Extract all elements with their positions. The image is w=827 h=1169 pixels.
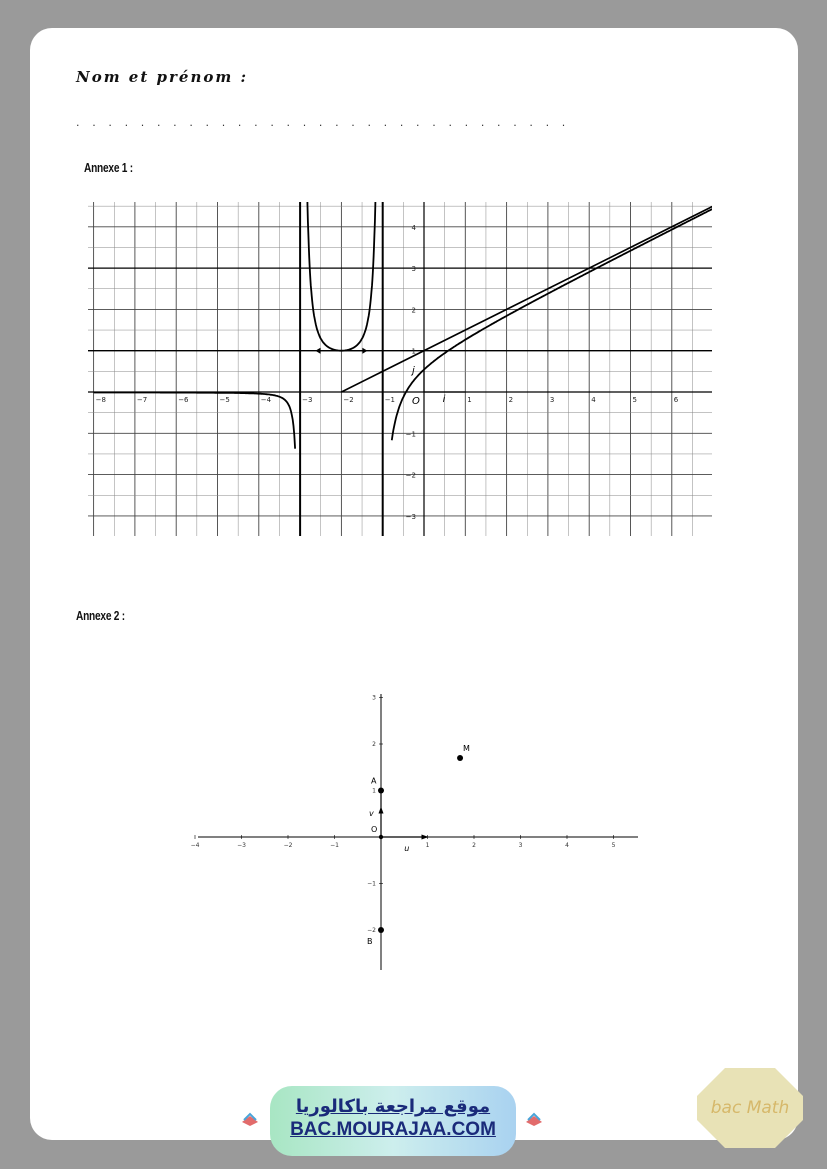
x-tick-label: −7 (136, 396, 148, 404)
vector-j-label: j (412, 365, 415, 377)
y-tick-label: 2 (411, 306, 416, 315)
x-tick-label: −1 (384, 396, 396, 404)
point-label-A: A (371, 776, 377, 786)
vector-i-label: i (442, 394, 446, 405)
site-logo-icon (232, 1102, 268, 1138)
point-M (457, 755, 463, 761)
bacmath-logo (695, 1066, 805, 1150)
annexe1-graph (88, 202, 712, 536)
x-tick-label: −4 (190, 842, 200, 849)
y-tick-label: −1 (405, 430, 416, 439)
site-banner[interactable] (270, 1086, 516, 1156)
x-tick-label: 2 (508, 396, 514, 404)
x-tick-label: 3 (549, 396, 555, 404)
site-name-arabic[interactable]: موقع مراجعة باكالوريا (295, 1096, 491, 1117)
y-tick-label: 1 (372, 787, 376, 795)
point-label-M: M (463, 743, 470, 753)
x-tick-label: −6 (178, 396, 189, 404)
annexe1-grid (88, 202, 712, 536)
oblique-asymptote (341, 206, 712, 392)
annexe1-curves (94, 202, 712, 449)
vector-v-label: v (369, 809, 374, 819)
x-tick-label: 3 (518, 842, 523, 849)
annexe2-plane (191, 694, 638, 970)
y-tick-label: 3 (411, 265, 416, 274)
annexe2-title: Annexe 2 : (76, 608, 125, 623)
site-url-link[interactable]: BAC.MOURAJAA.COM (290, 1119, 496, 1140)
x-tick-label: 4 (565, 842, 569, 849)
origin-label: O (371, 825, 378, 834)
point-B (378, 927, 384, 933)
x-tick-label: −3 (237, 842, 246, 849)
point-A (378, 788, 384, 794)
y-tick-label: −2 (367, 927, 376, 934)
annexe1-title: Annexe 1 : (84, 160, 133, 175)
name-label: Nom et prénom : (76, 68, 248, 86)
x-tick-label: 2 (472, 842, 476, 849)
origin-point (379, 835, 383, 839)
curve-right-branch (392, 209, 712, 441)
name-dotted-line: . . . . . . . . . . . . . . . . . . . . . . . . . . . . . . . (76, 116, 570, 129)
x-tick-label: −1 (330, 842, 339, 849)
annexe2-graph (190, 690, 650, 975)
site-logo-icon (516, 1102, 552, 1138)
arrow-left-icon (315, 348, 320, 354)
point-label-B: B (367, 937, 373, 946)
arrow-right-icon (362, 348, 367, 354)
vector-u-label: u (404, 844, 410, 853)
x-tick-label: −5 (219, 396, 230, 404)
x-tick-label: −4 (260, 396, 272, 404)
y-tick-label: 2 (372, 741, 376, 748)
x-tick-label: 5 (611, 842, 616, 849)
x-tick-label: 4 (591, 396, 596, 404)
y-tick-label: 4 (411, 223, 416, 232)
y-tick-label: −3 (405, 512, 416, 521)
y-tick-label: 1 (411, 347, 416, 356)
x-tick-label: −3 (302, 396, 313, 404)
y-tick-label: −2 (405, 471, 416, 480)
x-tick-label: −2 (283, 842, 293, 849)
x-tick-label: 1 (467, 396, 472, 404)
x-tick-label: 6 (673, 396, 679, 404)
y-tick-label: 3 (372, 694, 376, 702)
x-tick-label: −2 (343, 396, 354, 404)
x-tick-label: −8 (95, 396, 106, 404)
x-tick-label: 5 (632, 396, 637, 404)
bacmath-logo-text: bac Math (710, 1098, 790, 1118)
x-tick-label: 1 (425, 842, 430, 849)
y-tick-label: −1 (367, 880, 376, 888)
origin-label: O (412, 396, 420, 407)
vector-v-arrow-icon (379, 807, 384, 814)
